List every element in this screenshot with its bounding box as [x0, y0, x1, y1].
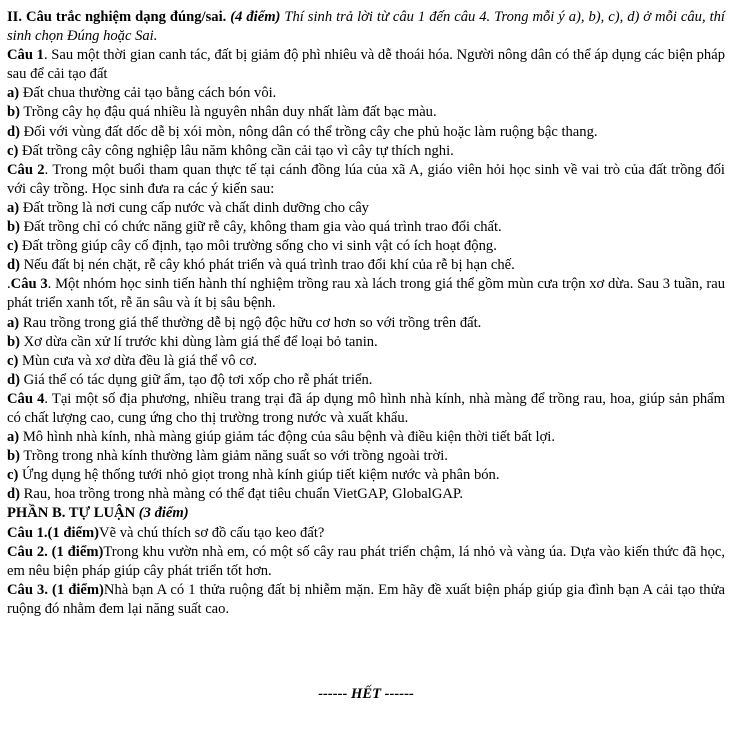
option-letter: b)	[7, 333, 20, 350]
option-letter: d)	[7, 486, 20, 503]
option-letter: a)	[7, 85, 20, 102]
part1-points: (4 điểm)	[230, 9, 281, 25]
option-text: Nếu đất bị nén chặt, rễ cây khó phát triển và quá trình trao đổi khí của rễ bị hạn chế.	[19, 257, 515, 274]
option-letter: d)	[7, 371, 20, 388]
essay-points: . (1 điểm)	[44, 543, 104, 560]
q4-label: Câu 4	[7, 390, 45, 407]
option-text: Trồng cây họ đậu quá nhiều là nguyên nhân duy nhất làm đất bạc màu.	[19, 104, 437, 121]
essay-text: Trong khu vườn nhà em, có một số cây rau phát triển chậm, lá nhỏ và vàng úa. Dựa vào kiến thức đã học, em nêu biện pháp giúp cây phát triển tốt hơn.	[7, 543, 725, 579]
essay-text: Nhà bạn A có 1 thửa ruộng đất bị nhiễm mặn. Em hãy đề xuất biện pháp giúp gia đình bạn A cải tạo thửa ruộng đó nhằm đem lại năng suất cao.	[7, 581, 725, 617]
part1-instruction: Thí sinh trả lời từ câu 1 đến câu 4. Trong mỗi ý a), b), c), d) ở mỗi câu, thí sinh chọn Đúng hoặc Sai.	[7, 9, 725, 45]
part2-heading: PHẦN B. TỰ LUẬN	[7, 505, 136, 522]
option-letter: b)	[7, 104, 20, 121]
option-letter: b)	[7, 448, 20, 465]
option-letter: b)	[7, 219, 20, 236]
option-letter: a)	[7, 429, 20, 446]
option-text: Trồng trong nhà kính thường làm giảm năng suất so với trồng ngoài trời.	[19, 448, 448, 465]
option-text: Đất trồng chỉ có chức năng giữ rễ cây, không tham gia vào quá trình trao đổi chất.	[19, 219, 502, 236]
option-text: Rau, hoa trồng trong nhà màng có thể đạt tiêu chuẩn VietGAP, GlobalGAP.	[19, 486, 464, 503]
essay-text: Vẽ và chú thích sơ đồ cấu tạo keo đất?	[99, 524, 325, 541]
essay-q3	[7, 581, 725, 619]
q1-option-b	[7, 103, 725, 122]
option-text: Mô hình nhà kính, nhà màng giúp giảm tác động của sâu bệnh và điều kiện thời tiết bất lợi.	[19, 429, 556, 446]
part1-header	[7, 8, 725, 46]
option-letter: d)	[7, 123, 20, 140]
q3-label: Câu 3	[10, 276, 48, 293]
q4-stem	[7, 390, 725, 428]
q1-option-d	[7, 123, 725, 142]
option-text: Đất chua thường cải tạo bằng cách bón vôi.	[19, 85, 277, 102]
option-text: Xơ dừa cần xử lí trước khi dùng làm giá thể để loại bỏ tanin.	[19, 333, 378, 350]
part2-points: (3 điểm)	[135, 505, 189, 522]
q3-option-d	[7, 371, 725, 390]
option-letter: c)	[7, 352, 19, 369]
q3-stem-text: . Một nhóm học sinh tiến hành thí nghiệm trồng rau xà lách trong giá thể gồm mùn cưa trộn xơ dừa. Sau 3 tuần, rau phát triển xanh tốt, rễ ăn sâu và ít bị sâu bệnh.	[7, 276, 725, 312]
q4-option-c	[7, 466, 725, 485]
q4-stem-text: . Tại một số địa phương, nhiều trang trại đã áp dụng mô hình nhà kính, nhà màng để trồng rau, hoa, giúp sản phẩm có chất lượng cao, cung ứng cho thị trường trong nước và xuất khẩu.	[7, 390, 725, 426]
option-text: Đối với vùng đất dốc dễ bị xói mòn, nông dân có thể trồng cây che phủ hoặc làm ruộng bậc thang.	[19, 123, 598, 140]
option-text: Đất trồng cây công nghiệp lâu năm không cần cải tạo vì cây tự thích nghi.	[18, 142, 454, 159]
q4-option-b	[7, 447, 725, 466]
q4-option-a	[7, 428, 725, 447]
q1-stem	[7, 46, 725, 84]
option-letter: c)	[7, 238, 19, 255]
q2-stem-text: . Trong một buổi tham quan thực tế tại cánh đồng lúa của xã A, giáo viên hỏi học sinh về vai trò của đất trồng đối với cây trồng. Học sinh đưa ra các ý kiến sau:	[7, 161, 725, 197]
q4-option-d	[7, 485, 725, 504]
q2-option-b	[7, 218, 725, 237]
part2-header	[7, 504, 725, 523]
option-text: Ứng dụng hệ thống tưới nhỏ giọt trong nhà kính giúp tiết kiệm nước và phân bón.	[18, 467, 500, 484]
option-letter: a)	[7, 199, 20, 216]
q1-option-c	[7, 142, 725, 161]
essay-points: .(1 điểm)	[43, 524, 100, 541]
option-letter: a)	[7, 314, 20, 331]
option-text: Mùn cưa và xơ dừa đều là giá thể vô cơ.	[18, 352, 258, 369]
q1-stem-text: . Sau một thời gian canh tác, đất bị giảm độ phì nhiêu và dễ thoái hóa. Người nông dân có thể áp dụng các biện pháp sau để cải tạo đất	[7, 47, 725, 83]
option-letter: c)	[7, 467, 19, 484]
option-text: Đất trồng là nơi cung cấp nước và chất dinh dưỡng cho cây	[19, 199, 369, 216]
q2-label: Câu 2	[7, 161, 45, 178]
q3-option-a	[7, 314, 725, 333]
q2-option-d	[7, 256, 725, 275]
q2-stem	[7, 161, 725, 199]
essay-label: Câu 1	[7, 524, 44, 541]
essay-label: Câu 3	[7, 581, 45, 598]
q3-option-c	[7, 352, 725, 371]
q2-option-c	[7, 237, 725, 256]
part1-heading: II. Câu trắc nghiệm dạng đúng/sai.	[7, 9, 227, 25]
essay-label: Câu 2	[7, 543, 45, 560]
essay-points: . (1 điểm)	[44, 581, 104, 598]
q1-label: Câu 1	[7, 47, 44, 64]
end-marker: ------ HẾT ------	[318, 686, 414, 702]
spacer	[7, 619, 725, 685]
option-text: Đất trồng giúp cây cố định, tạo môi trường sống cho vi sinh vật có ích hoạt động.	[18, 238, 497, 255]
essay-q1	[7, 524, 725, 543]
option-letter: d)	[7, 257, 20, 274]
q3-stem	[7, 275, 725, 313]
exam-page	[7, 8, 725, 704]
q2-option-a	[7, 199, 725, 218]
q1-option-a	[7, 84, 725, 103]
q3-option-b	[7, 333, 725, 352]
option-letter: c)	[7, 142, 19, 159]
q3-prefix: .	[7, 276, 11, 293]
essay-q2	[7, 543, 725, 581]
option-text: Giá thể có tác dụng giữ ẩm, tạo độ tơi xốp cho rễ phát triển.	[19, 371, 373, 388]
option-text: Rau trồng trong giá thể thường dễ bị ngộ độc hữu cơ hơn so với trồng trên đất.	[19, 314, 482, 331]
